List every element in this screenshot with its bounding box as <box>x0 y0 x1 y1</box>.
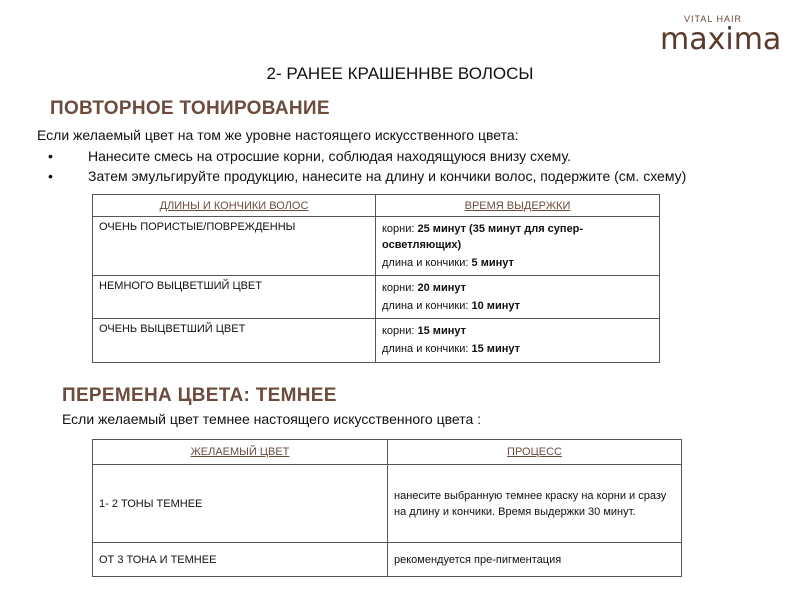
table-row <box>93 276 660 319</box>
table-row <box>93 217 660 276</box>
color-change-table <box>92 439 682 577</box>
time-value: 25 минут (35 минут для супер-осветляющих) <box>382 223 584 251</box>
row-process: рекомендуется пре-пигментация <box>388 543 682 577</box>
col-header-lengths: ДЛИНЫ И КОНЧИКИ ВОЛОС <box>93 195 376 217</box>
time-prefix: длина и кончики: <box>382 257 472 269</box>
row-label: НЕМНОГО ВЫЦВЕТШИЙ ЦВЕТ <box>93 276 376 319</box>
section1-intro: Если желаемый цвет на том же уровне настоящего искусственного цвета: <box>37 127 519 143</box>
section2-title: ПЕРЕМЕНА ЦВЕТА: ТЕМНЕЕ <box>62 385 337 406</box>
table-row <box>93 543 682 577</box>
row-time <box>376 217 660 276</box>
logo-tagline: VITAL HAIR <box>684 14 743 24</box>
time-prefix: корни: <box>382 282 418 294</box>
col-header-desired-color: ЖЕЛАЕМЫЙ ЦВЕТ <box>93 440 388 465</box>
row-label: 1- 2 ТОНЫ ТЕМНЕЕ <box>93 465 388 543</box>
time-value: 15 минут <box>417 325 466 337</box>
table-row <box>93 465 682 543</box>
time-value: 5 минут <box>471 257 514 269</box>
time-prefix: корни: <box>382 223 418 235</box>
row-time <box>376 276 660 319</box>
bullet-dot: • <box>48 148 53 164</box>
bullet-text: Затем эмульгируйте продукцию, нанесите на длину и кончики волос, подержите (см. схему) <box>88 168 687 184</box>
bullet-text: Нанесите смесь на отросшие корни, соблюдая находящуюся внизу схему. <box>88 148 571 164</box>
row-time <box>376 319 660 363</box>
table-row <box>93 319 660 363</box>
row-label: ОТ 3 ТОНА И ТЕМНЕЕ <box>93 543 388 577</box>
row-label: ОЧЕНЬ ВЫЦВЕТШИЙ ЦВЕТ <box>93 319 376 363</box>
col-header-process: ПРОЦЕСС <box>388 440 682 465</box>
brand-logo <box>660 14 782 57</box>
time-value: 15 минут <box>471 343 520 355</box>
page-title: 2- РАНЕЕ КРАШЕННВЕ ВОЛОСЫ <box>266 64 534 83</box>
exposure-time-table <box>92 194 660 363</box>
col-header-time: ВРЕМЯ ВЫДЕРЖКИ <box>376 195 660 217</box>
bullet-dot: • <box>48 168 53 184</box>
time-prefix: длина и кончики: <box>382 343 472 355</box>
time-prefix: длина и кончики: <box>382 300 472 312</box>
time-prefix: корни: <box>382 325 418 337</box>
section1-title: ПОВТОРНОЕ ТОНИРОВАНИЕ <box>50 98 330 119</box>
time-value: 20 минут <box>417 282 466 294</box>
logo-wordmark: maxima <box>660 22 782 57</box>
section2-intro: Если желаемый цвет темнее настоящего искусственного цвета : <box>62 411 482 427</box>
row-process: нанесите выбранную темнее краску на корни и сразу на длину и кончики. Время выдержки 30 минут. <box>388 465 682 543</box>
time-value: 10 минут <box>471 300 520 312</box>
row-label: ОЧЕНЬ ПОРИСТЫЕ/ПОВРЕЖДЕННЫ <box>93 217 376 276</box>
